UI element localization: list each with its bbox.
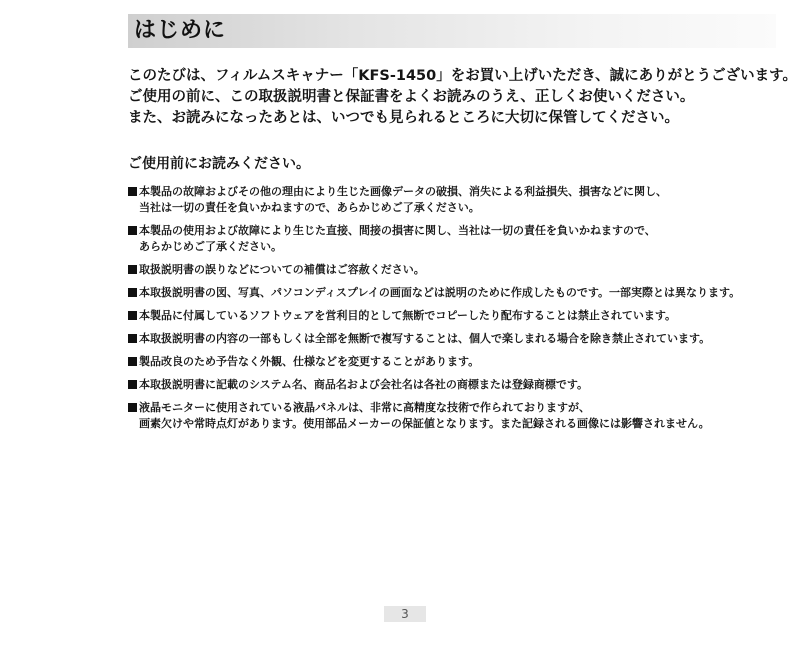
notice-text: 本取扱説明書に記載のシステム名、商品名および会社名は各社の商標または登録商標です。: [139, 378, 589, 391]
square-bullet-icon: [128, 265, 137, 274]
notice-item: [128, 262, 788, 278]
square-bullet-icon: [128, 187, 137, 196]
square-bullet-icon: [128, 288, 137, 297]
notice-text-continued: あらかじめご了承ください。: [139, 240, 282, 253]
square-bullet-icon: [128, 357, 137, 366]
intro-line: また、お読みになったあとは、いつでも見られるところに大切に保管してください。: [128, 110, 679, 126]
notice-text: 液晶モニターに使用されている液晶パネルは、非常に高精度な技術で作られておりますが、: [139, 401, 590, 414]
square-bullet-icon: [128, 311, 137, 320]
square-bullet-icon: [128, 380, 137, 389]
notice-text: 本製品に付属しているソフトウェアを営利目的として無断でコピーしたり配布することは禁止されています。: [139, 309, 677, 322]
intro-paragraph: [128, 66, 797, 129]
notice-text: 取扱説明書の誤りなどについての補償はご容赦ください。: [139, 263, 425, 276]
page-title: はじめに: [134, 18, 227, 43]
square-bullet-icon: [128, 403, 137, 412]
notice-text: 本取扱説明書の内容の一部もしくは全部を無断で複写することは、個人で楽しまれる場合を除き禁止されています。: [139, 332, 711, 345]
notice-item: [128, 285, 788, 301]
notice-text: 製品改良のため予告なく外観、仕様などを変更することがあります。: [139, 355, 480, 368]
notice-item: [128, 331, 788, 347]
notice-text: 本製品の故障およびその他の理由により生じた画像データの破損、消失による利益損失、損害などに関し、: [139, 185, 667, 198]
section-header-band: [128, 14, 776, 48]
precautions-heading: ご使用前にお読みください。: [128, 156, 310, 172]
intro-line: このたびは、フィルムスキャナー「KFS-1450」をお買い上げいただき、誠にありがとうございます。: [128, 68, 797, 84]
notice-item: [128, 223, 788, 255]
notice-text: 本製品の使用および故障により生じた直接、間接の損害に関し、当社は一切の責任を負いかねますので、: [139, 224, 656, 237]
intro-line: ご使用の前に、この取扱説明書と保証書をよくお読みのうえ、正しくお使いください。: [128, 89, 695, 105]
notice-text-continued: 当社は一切の責任を負いかねますので、あらかじめご了承ください。: [139, 201, 480, 214]
page-number: 3: [384, 606, 426, 622]
notice-item: [128, 400, 788, 432]
notice-item: [128, 354, 788, 370]
notice-item: [128, 377, 788, 393]
notice-text: 本取扱説明書の図、写真、パソコンディスプレイの画面などは説明のために作成したものです。一部実際とは異なります。: [139, 286, 741, 299]
notice-item: [128, 184, 788, 216]
square-bullet-icon: [128, 226, 137, 235]
notice-list: [128, 184, 788, 439]
notice-item: [128, 308, 788, 324]
notice-text-continued: 画素欠けや常時点灯があります。使用部品メーカーの保証値となります。また記録される画像には影響されません。: [139, 417, 710, 430]
square-bullet-icon: [128, 334, 137, 343]
